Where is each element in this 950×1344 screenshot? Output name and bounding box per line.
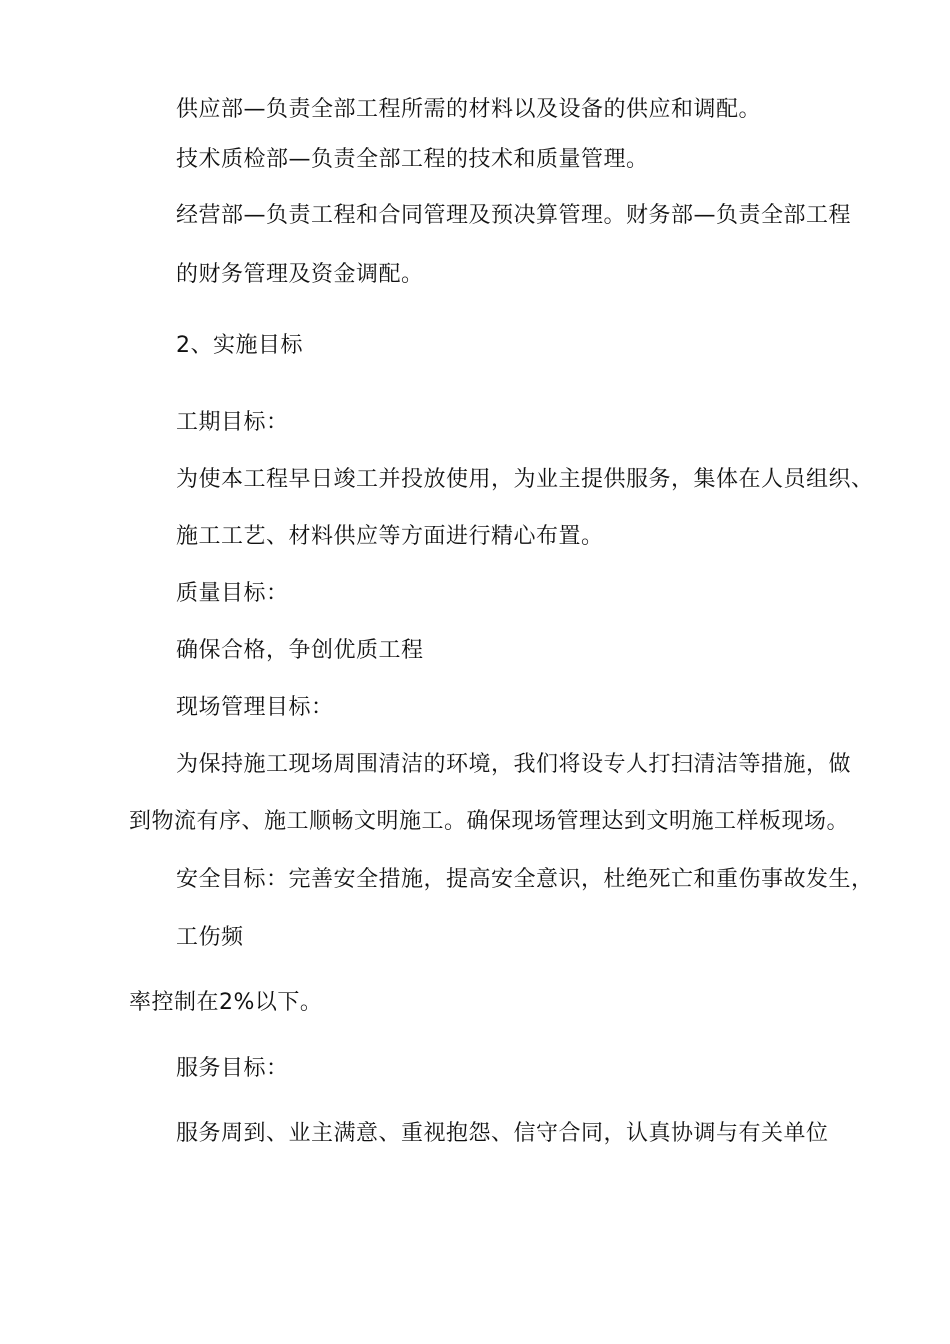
paragraph-line: 经营部—负责工程和合同管理及预决算管理。财务部—负责全部工程	[176, 203, 852, 228]
subheading-schedule: 工期目标：	[176, 410, 289, 435]
paragraph-line: 到物流有序、施工顺畅文明施工。确保现场管理达到文明施工样板现场。	[129, 809, 850, 834]
subheading-service: 服务目标：	[176, 1056, 289, 1081]
paragraph-line: 服务周到、业主满意、重视抱怨、信守合同，认真协调与有关单位	[176, 1121, 829, 1146]
subheading-quality: 质量目标：	[176, 581, 289, 606]
subheading-site-management: 现场管理目标：	[176, 695, 334, 720]
section-heading: 2、实施目标	[176, 333, 303, 358]
paragraph-line: 安全目标：完善安全措施，提高安全意识，杜绝死亡和重伤事故发生，	[176, 867, 874, 892]
paragraph-line: 确保合格，争创优质工程	[176, 638, 424, 663]
paragraph-line: 工伤频	[176, 925, 244, 950]
paragraph-line: 率控制在2%以下。	[129, 990, 323, 1015]
paragraph-line: 供应部—负责全部工程所需的材料以及设备的供应和调配。	[176, 97, 762, 122]
paragraph-line: 施工工艺、材料供应等方面进行精心布置。	[176, 524, 604, 549]
paragraph-line: 的财务管理及资金调配。	[176, 262, 424, 287]
paragraph-line: 为保持施工现场周围清洁的环境，我们将设专人打扫清洁等措施，做	[176, 752, 852, 777]
paragraph-line: 技术质检部—负责全部工程的技术和质量管理。	[176, 147, 649, 172]
paragraph-line: 为使本工程早日竣工并投放使用，为业主提供服务，集体在人员组织、	[176, 467, 874, 492]
